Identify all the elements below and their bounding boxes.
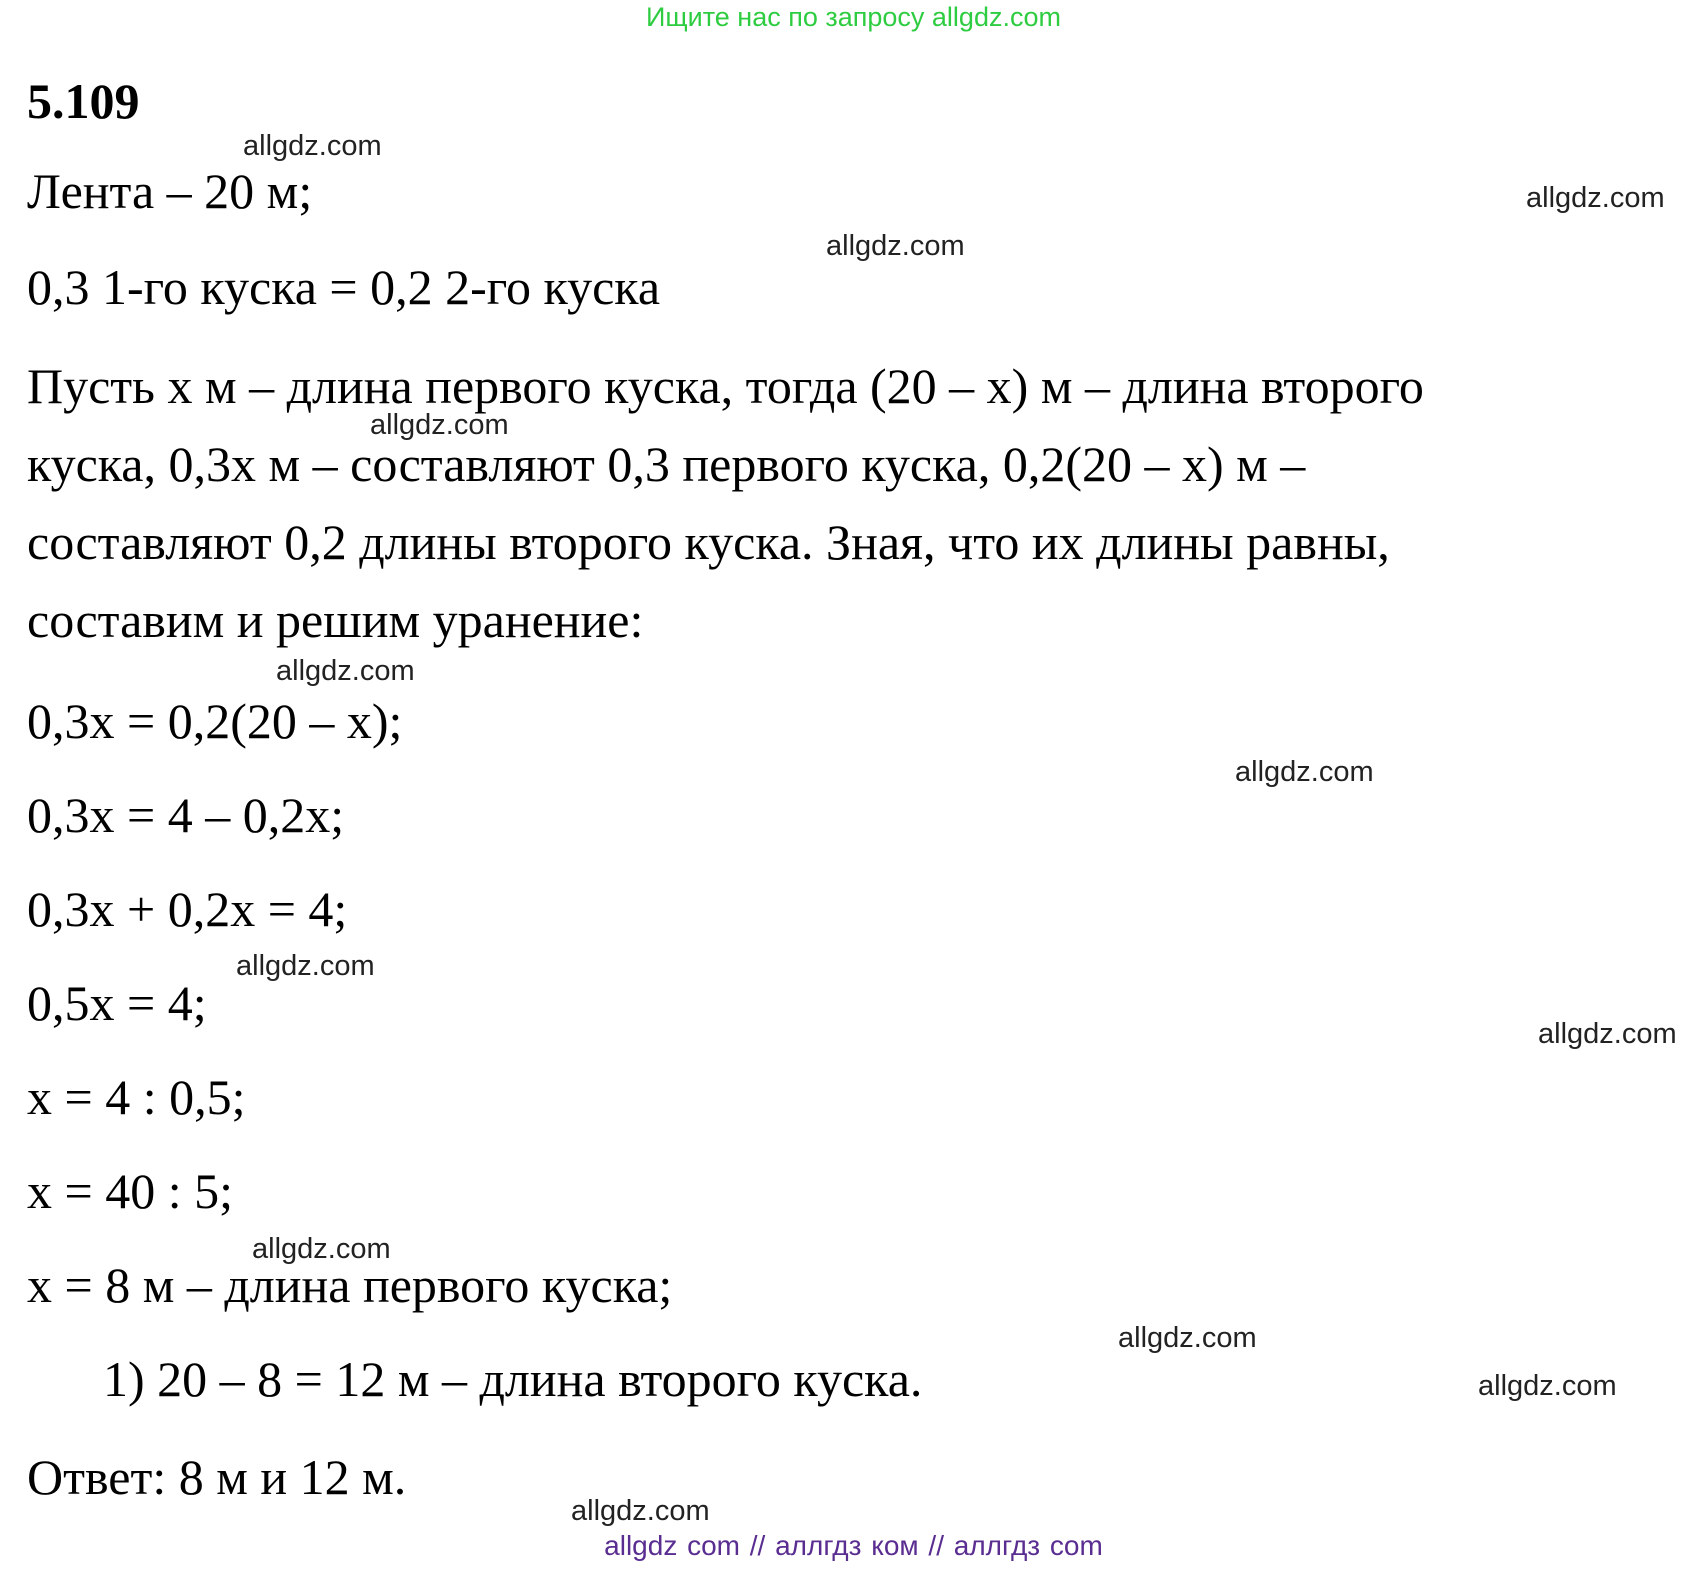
equation-step-3: 0,3x + 0,2x = 4; xyxy=(27,881,348,937)
watermark: allgdz.com xyxy=(252,1233,391,1265)
solution-text-line-2: куска, 0,3x м – составляют 0,3 первого куска, 0,2(20 – x) м – xyxy=(27,436,1306,492)
watermark: allgdz.com xyxy=(276,655,415,687)
watermark: allgdz.com xyxy=(571,1495,710,1527)
watermark: allgdz.com xyxy=(1478,1370,1617,1402)
watermark: allgdz.com xyxy=(1538,1018,1677,1050)
task-number: 5.109 xyxy=(27,73,140,129)
first-piece-result: x = 8 м – длина первого куска; xyxy=(27,1257,673,1313)
equation-step-2: 0,3x = 4 – 0,2x; xyxy=(27,787,345,843)
watermark: allgdz.com xyxy=(826,230,965,262)
solution-text-line-4: составим и решим уранение: xyxy=(27,592,644,648)
equation-step-1: 0,3x = 0,2(20 – x); xyxy=(27,693,403,749)
watermark: allgdz.com xyxy=(243,130,382,162)
solution-text-line-1: Пусть x м – длина первого куска, тогда (20 – x) м – длина второго xyxy=(27,358,1424,414)
watermark: allgdz.com xyxy=(1526,182,1665,214)
watermark: allgdz.com xyxy=(1235,756,1374,788)
watermark: allgdz.com xyxy=(370,409,509,441)
equation-step-5: x = 4 : 0,5; xyxy=(27,1069,246,1125)
watermark: allgdz.com xyxy=(236,950,375,982)
answer: Ответ: 8 м и 12 м. xyxy=(27,1449,407,1505)
given-condition: 0,3 1-го куска = 0,2 2-го куска xyxy=(27,259,661,315)
footer-links[interactable]: allgdz com // аллгдз ком // аллгдз com xyxy=(604,1530,1103,1561)
watermark: allgdz.com xyxy=(1118,1322,1257,1354)
given-ribbon-length: Лента – 20 м; xyxy=(27,163,313,219)
second-piece-step: 1) 20 – 8 = 12 м – длина второго куска. xyxy=(103,1351,923,1407)
equation-step-4: 0,5x = 4; xyxy=(27,975,207,1031)
search-hint-link[interactable]: Ищите нас по запросу allgdz.com xyxy=(646,2,1061,32)
equation-step-6: x = 40 : 5; xyxy=(27,1163,233,1219)
solution-text-line-3: составляют 0,2 длины второго куска. Зная, что их длины равны, xyxy=(27,514,1390,570)
